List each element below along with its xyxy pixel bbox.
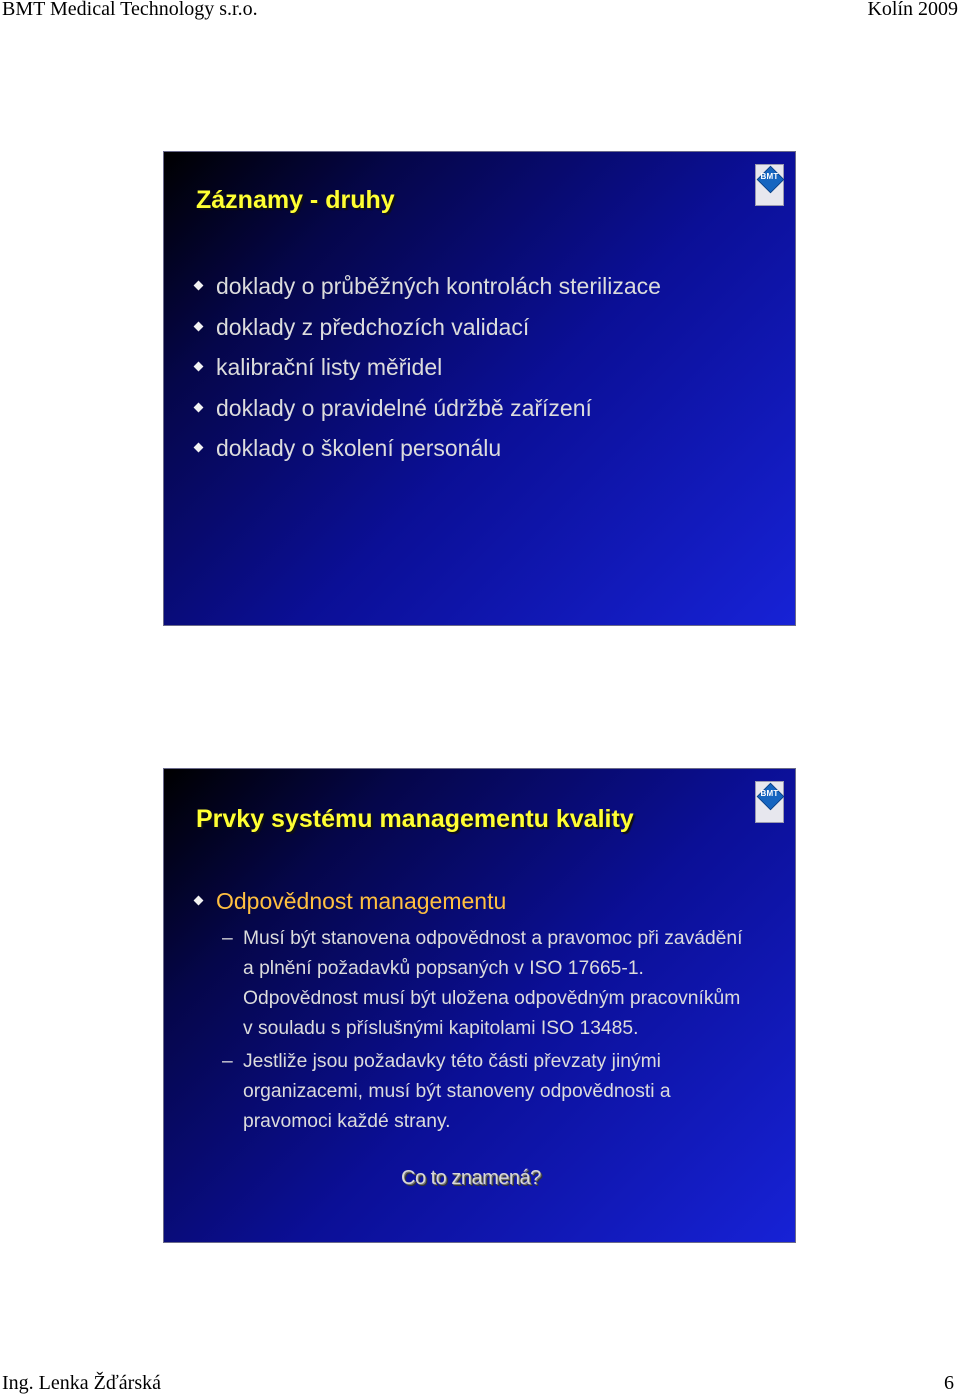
list-item	[194, 266, 661, 307]
cta-text: Co to znamená?	[401, 1167, 541, 1189]
bullet-diamond-icon	[194, 896, 204, 906]
page-number: 6	[944, 1372, 954, 1394]
header-place-year: Kolín 2009	[867, 0, 958, 20]
slide-title: Prvky systému managementu kvality	[196, 805, 634, 833]
bmt-logo-icon	[755, 164, 784, 206]
bmt-logo-icon	[755, 781, 784, 823]
main-bullet-text: Odpovědnost managementu	[216, 888, 507, 914]
slide-title: Záznamy - druhy	[196, 186, 395, 214]
bullet-diamond-icon	[194, 402, 204, 412]
sub-item-line: pravomoci každé strany.	[243, 1111, 451, 1132]
bullet-text: doklady o pravidelné údržbě zařízení	[216, 394, 592, 421]
list-item	[194, 428, 661, 469]
dash-icon: –	[222, 1051, 233, 1072]
sub-item-line: Musí být stanovena odpovědnost a pravomoc při zavádění	[243, 928, 743, 949]
list-item	[194, 307, 661, 348]
sub-item-line: Jestliže jsou požadavky této části převzaty jinými	[243, 1051, 661, 1072]
bullet-list	[194, 266, 661, 469]
list-item	[194, 347, 661, 388]
bullet-text: doklady o školení personálu	[216, 435, 502, 461]
bullet-diamond-icon	[194, 281, 204, 291]
dash-icon: –	[222, 928, 233, 949]
logo-text: BMT	[760, 789, 779, 798]
sub-item-line: Odpovědnost musí být uložena odpovědným pracovníkům	[243, 988, 741, 1009]
slide-qms-elements	[163, 768, 796, 1243]
sub-item-line: organizacemi, musí být stanoveny odpovědnosti a	[243, 1081, 671, 1102]
main-bullet	[194, 883, 506, 919]
bullet-diamond-icon	[194, 362, 204, 372]
bullet-diamond-icon	[194, 321, 204, 331]
sub-item-line: a plnění požadavků popsaných v ISO 17665-1.	[243, 958, 644, 979]
bullet-text: doklady o průběžných kontrolách sterilizace	[216, 273, 661, 299]
bullet-text: doklady z předchozích validací	[216, 313, 530, 340]
list-item	[194, 388, 661, 429]
header-company: BMT Medical Technology s.r.o.	[2, 0, 258, 20]
sub-item-line: v souladu s příslušnými kapitolami ISO 13485.	[243, 1018, 639, 1039]
sub-item	[222, 924, 782, 1044]
sub-item	[222, 1047, 782, 1137]
bullet-diamond-icon	[194, 443, 204, 453]
footer-author: Ing. Lenka Žďárská	[2, 1372, 161, 1394]
slide-records-types	[163, 151, 796, 626]
logo-text: BMT	[760, 172, 779, 181]
bullet-text: kalibrační listy měřidel	[216, 354, 443, 380]
